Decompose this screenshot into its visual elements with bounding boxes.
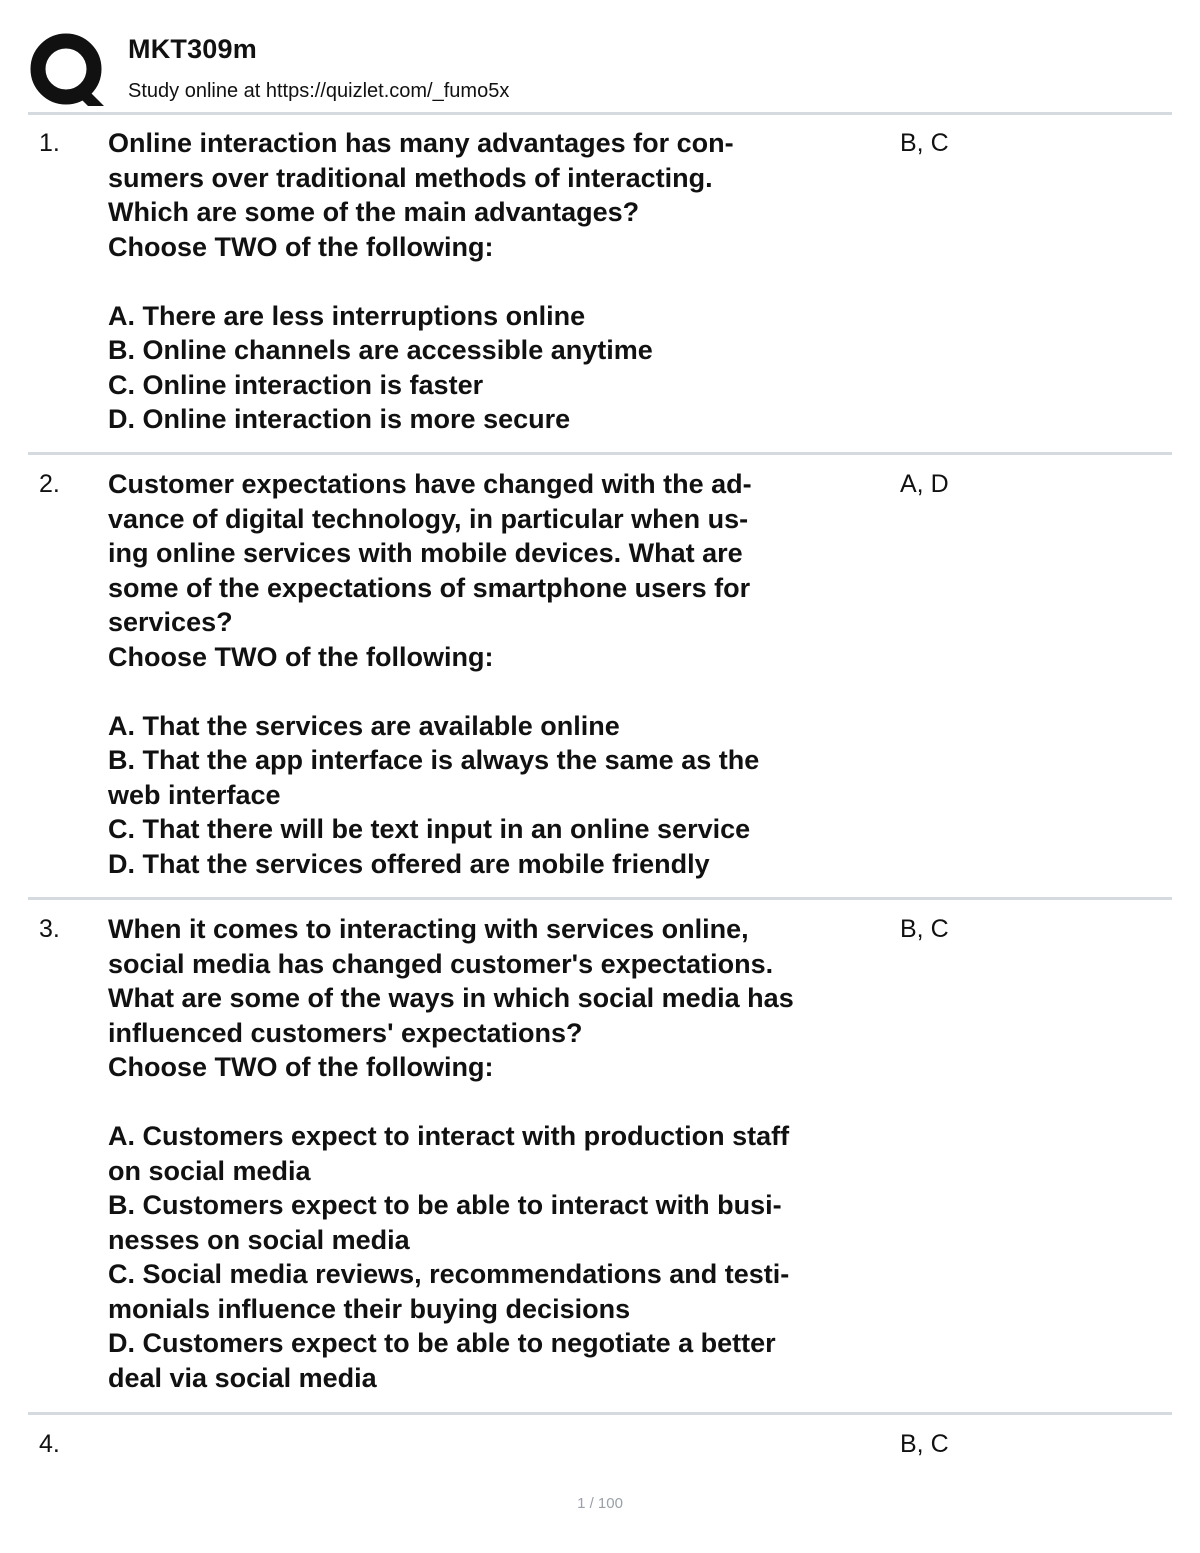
term-line: ing online services with mobile devices. What are [108,538,743,568]
option-d: D. Customers expect to be able to negotiate a better [108,1328,776,1358]
option-a: A. Customers expect to interact with production staff [108,1121,790,1151]
option-c: C. Online interaction is faster [108,369,484,400]
card-number: 2. [39,470,60,498]
option-a-continued: on social media [108,1155,311,1186]
term-line: Choose TWO of the following: [108,1052,494,1082]
option-c-continued: monials influence their buying decisions [108,1293,631,1324]
option-d-continued: deal via social media [108,1362,377,1393]
quizlet-q-logo-icon [30,32,106,108]
option-d: D. Online interaction is more secure [108,404,571,434]
term-line-blank [108,674,908,709]
deck-title: MKT309m [128,34,257,64]
option-c: C. Social media reviews, recommendations and testi- [108,1259,790,1289]
term-line: What are some of the ways in which social media has [108,983,794,1013]
option-b: B. Customers expect to be able to interact with busi- [108,1190,782,1220]
card-answer: B, C [900,1430,949,1458]
option-c: C. That there will be text input in an online service [108,814,751,844]
option-b: B. That the app interface is always the same as the [108,745,760,775]
page-header [28,30,1178,110]
term-line: Customer expectations have changed with the ad- [108,469,752,499]
option-b: B. Online channels are accessible anytime [108,335,653,365]
term-line: vance of digital technology, in particular when us- [108,503,749,534]
option-b-continued: web interface [108,779,281,810]
page-indicator: 1 / 100 [577,1495,623,1512]
term-line: Online interaction has many advantages for con- [108,128,734,158]
term-line: some of the expectations of smartphone users for [108,572,751,603]
option-d: D. That the services offered are mobile friendly [108,848,710,879]
card-term [108,467,908,881]
option-a: A. That the services are available online [108,710,620,741]
term-line-blank [108,1085,908,1120]
term-line-blank [108,264,908,299]
card-answer: A, D [900,470,949,498]
card-number: 4. [39,1430,60,1458]
divider [28,1412,1172,1415]
card-number: 1. [39,129,60,157]
term-line: When it comes to interacting with services online, [108,914,749,944]
divider [28,897,1172,900]
option-b-continued: nesses on social media [108,1224,410,1255]
divider [28,112,1172,115]
divider [28,452,1172,455]
card-answer: B, C [900,915,949,943]
term-line: Choose TWO of the following: [108,641,494,672]
term-line: Choose TWO of the following: [108,231,494,262]
option-a: A. There are less interruptions online [108,300,586,331]
term-line: services? [108,607,233,637]
card-number: 3. [39,915,60,943]
term-line: Which are some of the main advantages? [108,197,640,227]
study-online-link[interactable]: Study online at https://quizlet.com/_fumo5x [128,80,510,102]
term-line: influenced customers' expectations? [108,1017,583,1048]
card-term [108,912,908,1395]
card-term [108,126,908,437]
card-answer: B, C [900,129,949,157]
term-line: sumers over traditional methods of interacting. [108,162,713,193]
term-line: social media has changed customer's expectations. [108,948,774,979]
